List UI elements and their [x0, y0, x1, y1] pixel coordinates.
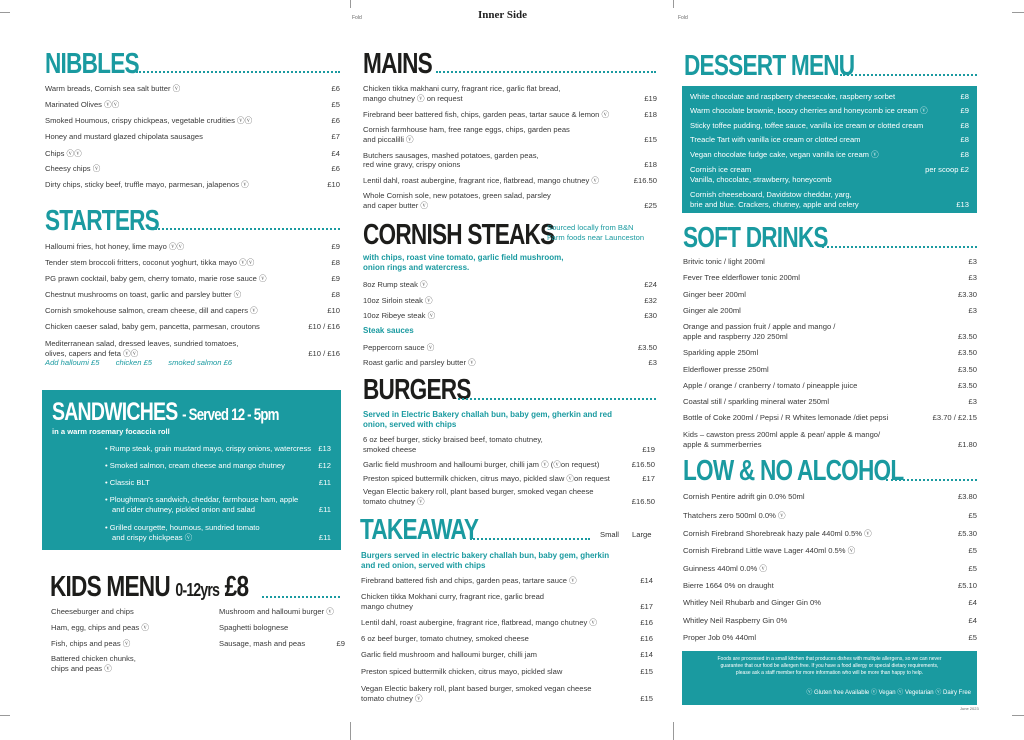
steaks-sourced-line: Sourced locally from B&N [547, 223, 634, 232]
soft-drinks-title: SOFT DRINKS [683, 222, 828, 254]
mains-divider [436, 71, 656, 73]
item-price: £3.70 / £2.15 [932, 413, 977, 422]
item-price: £5 [968, 546, 977, 555]
kids-item: Fish, chips and peas ⓥ [51, 639, 131, 648]
item-name: 6 oz beef burger, tomato chutney, smoked cheese [361, 634, 529, 643]
item-name: Cornish Firebrand Little wave Lager 440ml 0.5% ⓥ [683, 546, 856, 555]
item-price: £18 [644, 160, 657, 169]
item-name: apple and raspberry J20 250ml [683, 332, 788, 341]
item-name: mango chutney [361, 602, 413, 611]
item-price: £10 / £16 [308, 349, 340, 358]
item-price: £3 [968, 306, 977, 315]
nibbles-title: NIBBLES [45, 48, 139, 80]
kids-item: Sausage, mash and peas [219, 639, 306, 648]
takeaway-title: TAKEAWAY [360, 514, 479, 546]
item-price: £5.30 [957, 529, 977, 538]
item-name: red wine gravy, crispy onions [363, 160, 461, 169]
item-name: Garlic field mushroom and halloumi burger, chilli jam ⓥ (ⓥon request) [363, 460, 600, 469]
soft-drinks-divider [822, 246, 977, 248]
fold-line-right-bottom [673, 722, 674, 740]
item-name: Apple / orange / cranberry / tomato / pineapple juice [683, 381, 858, 390]
kids-item: Mushroom and halloumi burger ⓥ [219, 607, 334, 616]
item-price: £5 [968, 633, 977, 642]
item-price: £24 [644, 280, 657, 289]
item-name: Firebrand beer battered fish, chips, garden peas, tartar sauce & lemon ⓥ [363, 110, 610, 119]
item-name: olives, capers and feta ⓥⓥ [45, 349, 139, 358]
allergy-text [688, 656, 971, 677]
item-price: £5 [331, 100, 340, 109]
item-name: Elderflower presse 250ml [683, 365, 769, 374]
sandwiches-subtitle: in a warm rosemary focaccia roll [52, 427, 170, 436]
item-name: Sparkling apple 250ml [683, 348, 759, 357]
item-name: Warm breads, Cornish sea salt butter ⓥ [45, 84, 181, 93]
takeaway-large-label: Large [632, 530, 652, 539]
dessert-box [682, 86, 977, 213]
allergy-line: guarantee that our food be allergen free. If you have a food allergy or special dietary requirements, [720, 663, 939, 669]
item-price: £16.50 [631, 497, 655, 506]
dessert-item-price: £9 [960, 106, 969, 115]
item-price: £12 [318, 461, 331, 470]
item-price: £4 [968, 598, 977, 607]
item-name: Dirty chips, sticky beef, truffle mayo, parmesan, jalapenos ⓥ [45, 180, 249, 189]
item-price: £16.50 [631, 460, 655, 469]
item-name: Orange and passion fruit / apple and mango / [683, 322, 836, 331]
crop-mark [0, 12, 10, 13]
item-price: £16 [640, 618, 653, 627]
item-name: Chips ⓥⓥ [45, 149, 82, 158]
kids-item: chips and peas ⓥ [51, 664, 112, 673]
item-price: £3.50 [957, 348, 977, 357]
item-price: £16.50 [633, 176, 657, 185]
item-name: • Rump steak, grain mustard mayo, crispy onions, watercress [105, 444, 311, 453]
allergy-key: ⓥ Gluten free Available ⓥ Vegan ⓥ Vegetarian ⓥ Dairy Free [806, 690, 971, 696]
item-price: £19 [642, 445, 655, 454]
item-price: £7 [331, 132, 340, 141]
item-price: £10 [327, 306, 340, 315]
allergy-line: Foods are processed in a small kitchen that produces dishes with multiple allergens, so we can never [717, 656, 942, 662]
item-price: £19 [644, 94, 657, 103]
item-name: Preston spiced buttermilk chicken, citrus mayo, pickled slaw ⓥon request [363, 474, 610, 483]
takeaway-served-line: Burgers served in electric bakery challah bun, baby gem, gherkin [361, 551, 610, 560]
addon-salmon: smoked salmon £6 [168, 358, 233, 367]
mains-title: MAINS [363, 48, 432, 80]
item-name: and crispy chickpeas ⓥ [112, 533, 193, 542]
kids-item: Spaghetti bolognese [219, 623, 289, 632]
dessert-item-name: Treacle Tart with vanilla ice cream or clotted cream [690, 135, 861, 144]
item-price: £13 [318, 444, 331, 453]
item-name: Bottle of Coke 200ml / Pepsi / R Whites lemonade /diet pepsi [683, 413, 889, 422]
item-price: £17 [640, 602, 653, 611]
dessert-item-name: Warm chocolate brownie, boozy cherries and honeycomb ice cream ⓥ [690, 106, 928, 115]
item-name: Cornish smokehouse salmon, cream cheese, dill and capers ⓥ [45, 306, 258, 315]
item-price: £8 [331, 258, 340, 267]
dessert-item-price: £8 [960, 92, 969, 101]
item-name: Chestnut mushrooms on toast, garlic and parsley butter ⓥ [45, 290, 242, 299]
item-price: £15 [644, 135, 657, 144]
item-price: £11 [318, 505, 331, 514]
crop-mark [1012, 715, 1024, 716]
item-name: Cornish Firebrand Shorebreak hazy pale 440ml 0.5% ⓥ [683, 529, 872, 538]
sandwiches-title-text: SANDWICHES [52, 398, 178, 426]
item-name: apple & summerberries [683, 440, 762, 449]
kids-extra-price: £9 [336, 639, 345, 648]
item-price: £6 [331, 116, 340, 125]
dessert-item-price: £13 [956, 200, 969, 209]
item-name: Ginger beer 200ml [683, 290, 746, 299]
takeaway-divider [470, 538, 590, 540]
item-name: tomato chutney ⓥ [363, 497, 425, 506]
item-price: £3.50 [637, 343, 657, 352]
item-name: PG prawn cocktail, baby gem, cherry tomato, marie rose sauce ⓥ [45, 274, 267, 283]
starters-divider [155, 228, 340, 230]
item-name: 10oz Ribeye steak ⓥ [363, 311, 436, 320]
item-price: £3 [968, 257, 977, 266]
takeaway-small-label: Small [600, 530, 619, 539]
fold-line-right [673, 0, 674, 8]
item-name: Coastal still / sparkling mineral water 250ml [683, 397, 830, 406]
dessert-item-name: Cornish cheeseboard, Davidstow cheddar, yarg, [690, 190, 852, 199]
burgers-divider [458, 398, 656, 400]
allergy-box [682, 651, 977, 705]
item-name: Whitley Neil Rhubarb and Ginger Gin 0% [683, 598, 822, 607]
item-price: £32 [644, 296, 657, 305]
dessert-item-price: per scoop £2 [925, 165, 969, 174]
item-name: Lentil dahl, roast aubergine, fragrant rice, flatbread, mango chutney ⓥ [361, 618, 597, 627]
item-price: £10 [327, 180, 340, 189]
item-price: £3.50 [957, 332, 977, 341]
kids-price: £8 [224, 571, 249, 603]
item-name: Butchers sausages, mashed potatoes, garden peas, [363, 151, 539, 160]
fold-mark-left: Fold [352, 15, 362, 21]
dessert-item-price: £8 [960, 150, 969, 159]
item-name: Halloumi fries, hot honey, lime mayo ⓥⓥ [45, 242, 185, 251]
item-price: £4 [331, 149, 340, 158]
item-name: Cornish Pentire adrift gin 0.0% 50ml [683, 492, 805, 501]
item-name: Kids – cawston press 200ml apple & pear/ apple & mango/ [683, 430, 881, 439]
item-name: Firebrand battered fish and chips, garden peas, tartare sauce ⓥ [361, 576, 577, 585]
burgers-title: BURGERS [363, 374, 471, 406]
sandwiches-served: - Served 12 - 5pm [182, 405, 279, 424]
crop-mark [1012, 12, 1024, 13]
item-name: • Classic BLT [105, 478, 150, 487]
addon-halloumi: Add halloumi £5 [45, 358, 100, 367]
dessert-item-name: Sticky toffee pudding, toffee sauce, vanilla ice cream or clotted cream [690, 121, 924, 130]
item-name: • Smoked salmon, cream cheese and mango chutney [105, 461, 285, 470]
print-date: June 2023 [960, 706, 979, 711]
fold-mark-right: Fold [678, 15, 688, 21]
item-name: Chicken caeser salad, baby gem, pancetta, parmesan, croutons [45, 322, 260, 331]
steaks-sourced [547, 223, 644, 243]
dessert-item-name: Vanilla, chocolate, strawberry, honeycomb [690, 175, 832, 184]
item-name: mango chutney ⓥ on request [363, 94, 463, 103]
item-name: Smoked Houmous, crispy chickpeas, vegetable crudities ⓥⓥ [45, 116, 253, 125]
item-name: Roast garlic and parsley butter ⓥ [363, 358, 476, 367]
item-price: £1.80 [957, 440, 977, 449]
kids-title-text: KIDS MENU [50, 571, 170, 603]
item-price: £3 [968, 273, 977, 282]
addon-chicken: chicken £5 [115, 358, 153, 367]
steaks-with [363, 253, 563, 273]
item-name: 8oz Rump steak ⓥ [363, 280, 428, 289]
item-price: £9 [331, 242, 340, 251]
item-name: Vegan Electic bakery roll, plant based burger, smoked vegan cheese [361, 684, 592, 693]
steaks-with-line: onion rings and watercress. [363, 263, 470, 272]
dessert-item-name: brie and blue. Crackers, chutney, apple and celery [690, 200, 859, 209]
burgers-served [363, 410, 612, 430]
steak-sauces-title: Steak sauces [363, 326, 414, 335]
item-name: and cider chutney, pickled onion and salad [112, 505, 255, 514]
burgers-served-line: Served in Electric Bakery challah bun, baby gem, gherkin and red [363, 410, 612, 419]
item-price: £18 [644, 110, 657, 119]
item-name: Preston spiced buttermilk chicken, citrus mayo, pickled slaw [361, 667, 563, 676]
item-price: £15 [640, 667, 653, 676]
kids-age: 0-12yrs [175, 580, 220, 600]
item-price: £16 [640, 634, 653, 643]
steaks-with-line: with chips, roast vine tomato, garlic field mushroom, [363, 253, 564, 262]
item-name: Lentil dahl, roast aubergine, fragrant rice, flatbread, mango chutney ⓥ [363, 176, 599, 185]
item-price: £14 [640, 576, 653, 585]
item-name: Britvic tonic / light 200ml [683, 257, 765, 266]
takeaway-served-line: and red onion, served with chips [361, 561, 486, 570]
item-name: • Ploughman's sandwich, cheddar, farmhouse ham, apple [105, 495, 298, 504]
kids-title [50, 571, 248, 604]
burgers-served-line: onion, served with chips [363, 420, 457, 429]
item-name: • Grilled courgette, houmous, sundried tomato [105, 523, 260, 532]
item-name: Cheesy chips ⓥ [45, 164, 101, 173]
item-name: Bierre 1664 0% on draught [683, 581, 774, 590]
kids-item: Ham, egg, chips and peas ⓥ [51, 623, 149, 632]
item-name: Peppercorn sauce ⓥ [363, 343, 435, 352]
item-name: Whole Cornish sole, new potatoes, green salad, parsley [363, 191, 551, 200]
item-name: Marinated Olives ⓥⓥ [45, 100, 120, 109]
item-price: £5 [968, 511, 977, 520]
item-price: £5 [968, 564, 977, 573]
dessert-item-name: White chocolate and raspberry cheesecake, raspberry sorbet [690, 92, 896, 101]
item-name: Cornish farmhouse ham, free range eggs, chips, garden peas [363, 125, 570, 134]
starters-title: STARTERS [45, 205, 159, 237]
dessert-item-name: Vegan chocolate fudge cake, vegan vanilla ice cream ⓥ [690, 150, 879, 159]
low-alcohol-divider [886, 479, 977, 481]
low-alcohol-title: LOW & NO ALCOHOL [683, 455, 904, 487]
steaks-sourced-line: Farm foods near Launceston [547, 233, 645, 242]
item-price: £3.80 [957, 492, 977, 501]
item-name: and piccalilli ⓥ [363, 135, 414, 144]
item-name: Chicken tikka makhani curry, fragrant rice, garlic flat bread, [363, 84, 561, 93]
item-price: £3 [968, 397, 977, 406]
item-price: £3.30 [957, 290, 977, 299]
sandwiches-title [52, 398, 279, 427]
item-name: 6 oz beef burger, sticky braised beef, tomato chutney, [363, 435, 543, 444]
item-name: Honey and mustard glazed chipolata sausages [45, 132, 203, 141]
item-price: £11 [318, 533, 331, 542]
page-title: Inner Side [478, 9, 528, 21]
item-name: Guinness 440ml 0.0% ⓥ [683, 564, 767, 573]
dessert-title: DESSERT MENU [684, 50, 855, 82]
kids-item: Battered chicken chunks, [51, 654, 136, 663]
dessert-item-price: £8 [960, 135, 969, 144]
item-price: £14 [640, 650, 653, 659]
item-name: Chicken tikka Mokhani curry, fragrant rice, garlic bread [361, 592, 545, 601]
item-price: £25 [644, 201, 657, 210]
crop-mark [0, 715, 10, 716]
item-price: £4 [968, 616, 977, 625]
item-price: £3.50 [957, 381, 977, 390]
item-name: 10oz Sirloin steak ⓥ [363, 296, 433, 305]
dessert-item-price: £8 [960, 121, 969, 130]
item-price: £10 / £16 [308, 322, 340, 331]
dessert-item-name: Cornish ice cream [690, 165, 752, 174]
item-name: tomato chutney ⓥ [361, 694, 423, 703]
steaks-title: CORNISH STEAKS [363, 219, 555, 251]
item-name: smoked cheese [363, 445, 417, 454]
item-price: £30 [644, 311, 657, 320]
item-name: Ginger ale 200ml [683, 306, 741, 315]
item-price: £3.50 [957, 365, 977, 374]
item-price: £11 [318, 478, 331, 487]
starters-addons [45, 358, 232, 367]
fold-line-left-bottom [350, 722, 351, 740]
item-price: £3 [648, 358, 657, 367]
sandwiches-box [42, 390, 341, 550]
item-price: £17 [642, 474, 655, 483]
item-price: £9 [331, 274, 340, 283]
item-name: Whitley Neil Raspberry Gin 0% [683, 616, 788, 625]
item-price: £15 [640, 694, 653, 703]
takeaway-served [361, 551, 609, 571]
kids-item: Cheeseburger and chips [51, 607, 134, 616]
item-name: Thatchers zero 500ml 0.0% ⓥ [683, 511, 786, 520]
item-price: £5.10 [957, 581, 977, 590]
item-name: Tender stem broccoli fritters, coconut yoghurt, tikka mayo ⓥⓥ [45, 258, 255, 267]
nibbles-divider [136, 71, 340, 73]
item-name: Proper Job 0% 440ml [683, 633, 757, 642]
item-name: Fever Tree elderflower tonic 200ml [683, 273, 800, 282]
item-price: £6 [331, 164, 340, 173]
item-name: and caper butter ⓥ [363, 201, 429, 210]
item-price: £8 [331, 290, 340, 299]
item-name: Vegan Electic bakery roll, plant based burger, smoked vegan cheese [363, 487, 594, 496]
item-name: Mediterranean salad, dressed leaves, sundried tomatoes, [45, 339, 239, 348]
item-name: Garlic field mushroom and halloumi burger, chilli jam [361, 650, 537, 659]
item-price: £6 [331, 84, 340, 93]
kids-divider [262, 596, 340, 598]
fold-line-left [350, 0, 351, 8]
dessert-divider [840, 74, 977, 76]
allergy-line: please ask a staff member for more information who will be more than happy to help. [735, 670, 924, 676]
